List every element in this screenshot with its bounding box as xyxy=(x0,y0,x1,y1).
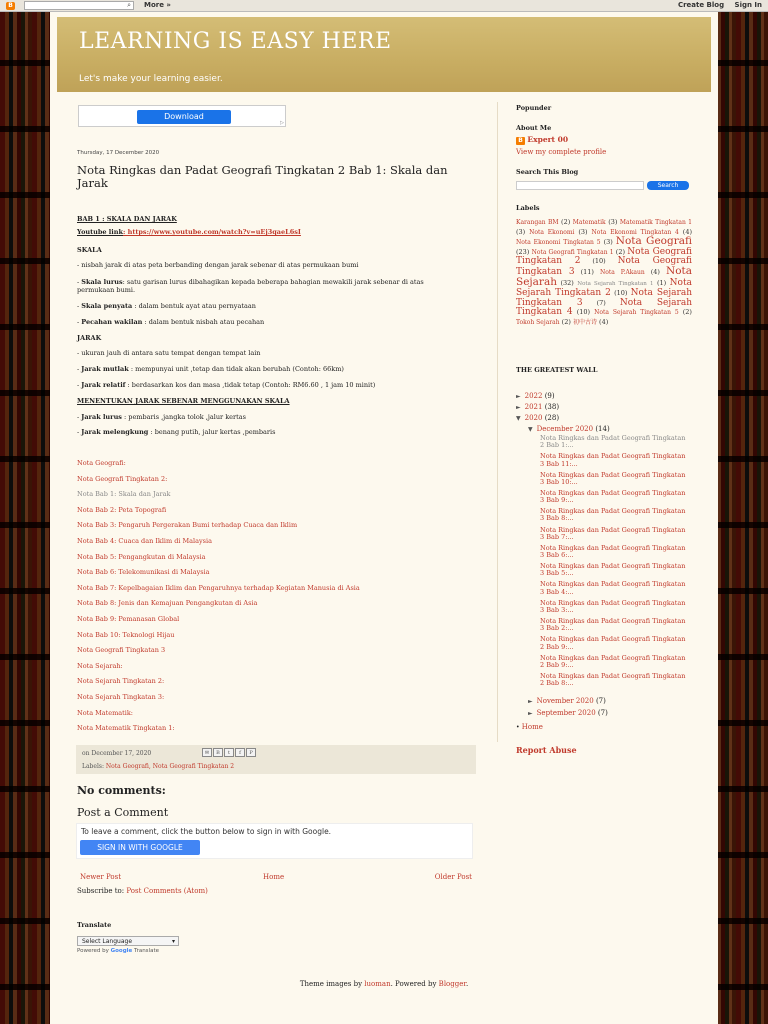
label-count: (10) xyxy=(576,308,591,317)
post-link-item[interactable]: Nota Matematik Tingkatan 1: xyxy=(77,724,175,733)
label-count: (4) xyxy=(599,317,609,326)
archive-year-link[interactable]: 2020 xyxy=(524,414,543,422)
post-link-item[interactable]: Nota Sejarah Tingkatan 3: xyxy=(77,693,165,701)
post-link-item[interactable]: Nota Bab 10: Teknologi Hijau xyxy=(77,630,175,639)
label-link[interactable]: Nota Sejarah xyxy=(516,264,692,288)
triangle-right-icon[interactable]: ► xyxy=(528,698,533,705)
archive-count: (7) xyxy=(597,709,608,717)
post-link-item[interactable]: Nota Bab 2: Peta Topografi xyxy=(77,505,167,514)
triangle-right-icon[interactable]: ► xyxy=(516,393,521,400)
archive-post-link[interactable]: Nota Ringkas dan Padat Geografi Tingkatan 2 Bab 9:... xyxy=(540,635,686,651)
theme-author-link[interactable]: luoman xyxy=(364,980,391,988)
label-link[interactable]: Nota Ekonomi Tingkatan 4 xyxy=(591,228,679,236)
archive-post-link[interactable]: Nota Ringkas dan Padat Geografi Tingkatan 2 Bab 8:... xyxy=(540,671,686,688)
jarak-melengkung-term: Jarak melengkung xyxy=(81,428,149,436)
search-blog-title: Search This Blog xyxy=(516,168,579,176)
sidebar-divider xyxy=(497,102,498,742)
label-count: (32) xyxy=(560,278,574,287)
label-link[interactable]: Nota Geografi Tingkatan 1 xyxy=(531,248,614,256)
facebook-icon[interactable]: f xyxy=(235,748,245,757)
skala-penyata-term: Skala penyata xyxy=(81,302,133,310)
powered-by-text: Powered by xyxy=(77,948,109,954)
blogger-navbar xyxy=(0,0,768,12)
archive-month-link[interactable]: December 2020 xyxy=(536,425,594,433)
archive-year xyxy=(516,414,559,422)
newer-post-link[interactable]: Newer Post xyxy=(80,873,122,881)
archive-count: (9) xyxy=(544,392,555,400)
jarak-melengkung-line: - Jarak melengkung : benang putih, jalur kertas ,pembaris xyxy=(77,428,276,436)
post-link-item[interactable]: Nota Bab 4: Cuaca dan Iklim di Malaysia xyxy=(77,537,212,545)
blog-title[interactable]: LEARNING IS EASY HERE xyxy=(79,29,392,54)
archive-count: (7) xyxy=(595,697,606,705)
archive-month-link[interactable]: September 2020 xyxy=(536,709,596,717)
translate-word[interactable]: Translate xyxy=(134,948,159,954)
twitter-icon[interactable]: t xyxy=(224,748,234,757)
labels-title: Labels xyxy=(516,204,540,212)
label-link[interactable]: Nota Geografi Tingkatan 2 xyxy=(516,246,692,267)
navbar-more-link[interactable]: More » xyxy=(144,1,171,9)
search-icon[interactable]: ⌕ xyxy=(127,1,131,9)
share-buttons xyxy=(202,748,257,757)
sign-in-link[interactable]: Sign In xyxy=(734,1,762,9)
archive-month xyxy=(528,697,606,705)
chevron-down-icon: ▾ xyxy=(171,938,175,945)
archive-count: (28) xyxy=(544,414,560,422)
triangle-down-icon[interactable]: ▼ xyxy=(528,426,533,433)
archive-post-link[interactable]: Nota Ringkas dan Padat Geografi Tingkatan 3 Bab 2:... xyxy=(540,617,686,633)
jarak-relatif-term: Jarak relatif xyxy=(81,381,126,389)
attribution-prefix: Theme images by xyxy=(299,980,365,988)
blog-search-input[interactable] xyxy=(516,181,644,190)
profile-name-link[interactable]: Expert 00 xyxy=(527,135,569,144)
post-link-item[interactable]: Nota Bab 7: Kepelbagaian Iklim dan Pengaruhnya terhadap Kegiatan Manusia di Asia xyxy=(77,583,360,592)
label-link[interactable]: Nota Sejarah Tingkatan 2 xyxy=(516,277,692,299)
label-count: (3) xyxy=(603,238,613,247)
no-comments-heading: No comments: xyxy=(77,784,166,797)
label-count: (10) xyxy=(614,289,628,298)
labels-prefix: Labels: xyxy=(82,763,104,770)
subscribe-line xyxy=(77,887,208,895)
label-count: (7) xyxy=(596,298,606,307)
label-count: (1) xyxy=(656,278,667,287)
post-link-item[interactable]: Nota Sejarah: xyxy=(77,661,123,670)
google-sign-in-button[interactable]: SIGN IN WITH GOOGLE xyxy=(80,840,200,855)
labels-cloud xyxy=(516,218,692,328)
atom-feed-link[interactable]: Post Comments (Atom) xyxy=(126,887,208,895)
bullet-icon: • xyxy=(516,724,520,731)
archive-post-link[interactable]: Nota Ringkas dan Padat Geografi Tingkatan 3 Bab 4:... xyxy=(540,580,686,596)
label-count: (3) xyxy=(608,218,618,226)
archive-title: THE GREATEST WALL xyxy=(516,366,598,374)
label-count: (10) xyxy=(592,257,606,266)
triangle-right-icon[interactable]: ► xyxy=(516,404,521,411)
blogger-profile-icon: B xyxy=(516,137,525,145)
create-blog-link[interactable]: Create Blog xyxy=(677,1,725,9)
label-link[interactable]: Tokoh Sejarah xyxy=(516,318,560,326)
triangle-right-icon[interactable]: ► xyxy=(528,710,533,717)
archive-post-link[interactable]: Nota Ringkas dan Padat Geografi Tingkatan 3 Bab 10:... xyxy=(540,470,686,486)
jarak-lurus-term: Jarak lurus xyxy=(81,413,122,421)
blog-search-button[interactable]: Search xyxy=(647,181,689,190)
skala-lurus-term: Skala lurus xyxy=(81,278,123,286)
sidebar-home-link[interactable]: Home xyxy=(521,723,543,731)
attribution xyxy=(50,980,718,988)
archive-year xyxy=(516,403,559,411)
jarak-lurus-def: : pembaris ,jangka tolok ,jalur kertas xyxy=(124,413,246,421)
archive-post-link[interactable]: Nota Ringkas dan Padat Geografi Tingkatan 3 Bab 9:... xyxy=(540,488,686,505)
pecahan-def: : dalam bentuk nisbah atau pecahan xyxy=(144,318,265,326)
label-count: (2) xyxy=(615,247,626,256)
profile-line xyxy=(516,135,568,145)
jarak-mutlak-line: - Jarak mutlak : mempunyai unit ,tetap dan tidak akan berubah (Contoh: 66km) xyxy=(77,365,344,373)
skala-penyata-def: : dalam bentuk ayat atau pernyataan xyxy=(134,302,256,310)
label-count: (3) xyxy=(516,227,526,236)
post-link-item[interactable]: Nota Geografi: xyxy=(77,459,126,467)
label-count: (2) xyxy=(561,317,571,326)
post-link-item[interactable]: Nota Geografi Tingkatan 3 xyxy=(77,646,166,655)
label-link[interactable]: Nota Ekonomi Tingkatan 5 xyxy=(516,239,601,247)
label-link[interactable]: Nota Sejarah Tingkatan 4 xyxy=(516,297,692,318)
language-select[interactable] xyxy=(77,936,179,946)
ad-choices-icon[interactable]: ▷ xyxy=(280,120,284,126)
archive-year-link[interactable]: 2022 xyxy=(524,392,543,400)
triangle-down-icon[interactable]: ▼ xyxy=(516,415,521,422)
comment-prompt: To leave a comment, click the button below to sign in with Google. xyxy=(81,827,332,836)
jarak-relatif-def: : berdasarkan kos dan masa ,tidak tetap (Contoh: RM6.60 , 1 jam 10 minit) xyxy=(127,381,376,389)
label-link[interactable]: Matematik xyxy=(572,219,606,226)
blog-description: Let's make your learning easier. xyxy=(79,74,223,84)
jarak-mutlak-def: : mempunyai unit ,tetap dan tidak akan berubah (Contoh: 66km) xyxy=(130,365,344,373)
blog-header xyxy=(57,17,711,92)
archive-post-link[interactable]: Nota Ringkas dan Padat Geografi Tingkatan 3 Bab 3:... xyxy=(540,598,686,614)
attribution-mid: . Powered by xyxy=(390,980,439,988)
label-link[interactable]: Nota P.Akaun xyxy=(600,268,645,276)
label-count: (11) xyxy=(580,267,594,276)
home-link[interactable]: Home xyxy=(263,873,285,881)
label-link[interactable]: Matematik Tingkatan 1 xyxy=(619,219,692,226)
page-container xyxy=(50,12,718,1024)
jarak-relatif-line: - Jarak relatif : berdasarkan kos dan masa ,tidak tetap (Contoh: RM6.60 , 1 jam 10 minit) xyxy=(77,381,376,389)
label-count: (2) xyxy=(682,308,692,317)
archive-post-link[interactable]: Nota Ringkas dan Padat Geografi Tingkatan 2 Bab 1:... xyxy=(540,434,686,450)
comment-box xyxy=(76,823,473,859)
archive-post-link[interactable]: Nota Ringkas dan Padat Geografi Tingkatan 3 Bab 8:... xyxy=(540,507,686,523)
section-skala: SKALA xyxy=(77,246,102,254)
subscribe-prefix: Subscribe to: xyxy=(77,887,125,895)
skala-definition: - nisbah jarak di atas peta berbanding dengan jarak sebenar di atas permukaan bumi xyxy=(77,261,359,269)
download-button[interactable]: Download xyxy=(137,110,231,124)
powered-by-google xyxy=(77,948,159,954)
labels-links[interactable]: Nota Geografi, Nota Geografi Tingkatan 2 xyxy=(105,763,235,770)
label-link[interactable]: Nota Sejarah Tingkatan 3 xyxy=(516,288,692,308)
translate-title: Translate xyxy=(77,921,112,929)
ad-banner[interactable] xyxy=(78,105,286,127)
label-count: (23) xyxy=(516,247,530,256)
archive-post-link[interactable]: Nota Ringkas dan Padat Geografi Tingkatan 3 Bab 11:... xyxy=(540,452,686,468)
label-link[interactable]: 初中古诗 xyxy=(572,318,597,326)
post-timestamp[interactable]: on December 17, 2020 xyxy=(82,750,152,757)
post-heading-2: MENENTUKAN JARAK SEBENAR MENGGUNAKAN SKALA xyxy=(77,397,290,405)
label-link[interactable]: Karangan BM xyxy=(516,219,559,226)
jarak-definition: - ukuran jauh di antara satu tempat dengan tempat lain xyxy=(77,349,261,357)
google-logo: Google xyxy=(110,948,133,954)
label-link[interactable]: Nota Sejarah Tingkatan 5 xyxy=(594,309,679,317)
archive-year-link[interactable]: 2021 xyxy=(524,403,543,411)
post-link-item[interactable]: Nota Bab 3: Pengaruh Pergerakan Bumi terhadap Cuaca dan Iklim xyxy=(77,521,298,530)
pecahan-line: - Pecahan wakilan : dalam bentuk nisbah atau pecahan xyxy=(77,318,265,326)
post-link-item[interactable]: Nota Matematik: xyxy=(77,708,134,717)
post-link-item[interactable]: Nota Bab 5: Pengangkutan di Malaysia xyxy=(77,552,206,561)
view-profile-link[interactable]: View my complete profile xyxy=(516,148,607,156)
blogthis-icon[interactable]: B xyxy=(213,748,223,757)
post-link-item[interactable]: Nota Sejarah Tingkatan 2: xyxy=(77,677,165,686)
pecahan-term: Pecahan wakilan xyxy=(81,318,143,326)
skala-lurus-line: - Skala lurus: satu garisan lurus dibahagikan kepada beberapa bahagian mewakili jarak sebenar di atas permukaan bumi. xyxy=(77,278,424,294)
report-abuse-link[interactable]: Report Abuse xyxy=(516,745,577,755)
skala-penyata-line: - Skala penyata : dalam bentuk ayat atau pernyataan xyxy=(77,302,256,310)
label-link[interactable]: Nota Geografi Tingkatan 3 xyxy=(516,256,692,277)
attribution-end: . xyxy=(465,980,469,988)
label-link[interactable]: Nota Sejarah Tingkatan 1 xyxy=(577,280,654,287)
skala-lurus-def: : satu garisan lurus dibahagikan kepada beberapa bahagian mewakili jarak sebenar di atas permukaan bumi. xyxy=(77,278,424,294)
label-link[interactable]: Nota Geografi xyxy=(615,235,692,248)
youtube-link[interactable]: : https://www.youtube.com/watch?v=uEj3qaeL6sI xyxy=(122,228,301,236)
post-link-item[interactable]: Nota Bab 1: Skala dan Jarak xyxy=(77,490,171,499)
archive-count: (38) xyxy=(544,403,560,411)
home-nav-item xyxy=(516,723,543,731)
label-count: (3) xyxy=(578,227,588,236)
older-post-link[interactable]: Older Post xyxy=(434,873,472,881)
archive-month xyxy=(528,425,610,433)
post-footer xyxy=(76,745,476,774)
post-link-item[interactable]: Nota Bab 9: Pemanasan Global xyxy=(77,615,180,623)
archive-month-link[interactable]: November 2020 xyxy=(536,697,594,705)
youtube-line xyxy=(77,228,457,236)
post-link-item[interactable]: Nota Bab 6: Telekomunikasi di Malaysia xyxy=(77,568,210,577)
youtube-label: Youtube link xyxy=(77,228,123,236)
archive-post-link[interactable]: Nota Ringkas dan Padat Geografi Tingkatan 3 Bab 5:... xyxy=(540,562,686,578)
post-date: Thursday, 17 December 2020 xyxy=(77,150,160,156)
blogger-logo-icon[interactable]: B xyxy=(6,2,15,10)
blogger-link[interactable]: Blogger xyxy=(438,980,466,988)
about-me-title: About Me xyxy=(516,124,552,132)
label-count: (4) xyxy=(682,227,692,236)
post-link-item[interactable]: Nota Geografi Tingkatan 2: xyxy=(77,474,168,483)
archive-count: (14) xyxy=(595,425,610,433)
navbar-search-input[interactable] xyxy=(24,1,134,10)
archive-year xyxy=(516,392,555,400)
language-select-value: Select Language xyxy=(82,938,133,945)
post-comment-heading: Post a Comment xyxy=(77,806,169,819)
archive-post-link[interactable]: Nota Ringkas dan Padat Geografi Tingkatan 3 Bab 6:... xyxy=(540,543,686,559)
post-heading-1: BAB 1 : SKALA DAN JARAK xyxy=(77,215,177,223)
archive-month xyxy=(528,709,608,717)
post-link-item[interactable]: Nota Bab 8: Jenis dan Kemajuan Pengangkutan di Asia xyxy=(77,599,258,608)
navbar-right xyxy=(670,1,762,9)
label-link[interactable]: Nota Ekonomi xyxy=(529,228,575,236)
post-title: Nota Ringkas dan Padat Geografi Tingkatan 2 Bab 1: Skala dan Jarak xyxy=(77,163,448,190)
label-count: (2) xyxy=(561,218,571,226)
jarak-mutlak-term: Jarak mutlak xyxy=(81,365,129,373)
popunder-title: Popunder xyxy=(516,104,552,112)
archive-post-link[interactable]: Nota Ringkas dan Padat Geografi Tingkatan 3 Bab 7:... xyxy=(540,525,686,541)
jarak-melengkung-def: : benang putih, jalur kertas ,pembaris xyxy=(150,428,276,436)
pinterest-icon[interactable]: P xyxy=(246,748,256,757)
section-jarak: JARAK xyxy=(77,334,102,342)
post-labels xyxy=(82,763,234,770)
label-count: (4) xyxy=(650,267,660,276)
jarak-lurus-line: - Jarak lurus : pembaris ,jangka tolok ,jalur kertas xyxy=(77,413,246,421)
archive-post-link[interactable]: Nota Ringkas dan Padat Geografi Tingkatan 2 Bab 9:... xyxy=(540,653,686,669)
email-icon[interactable]: ✉ xyxy=(202,748,212,757)
